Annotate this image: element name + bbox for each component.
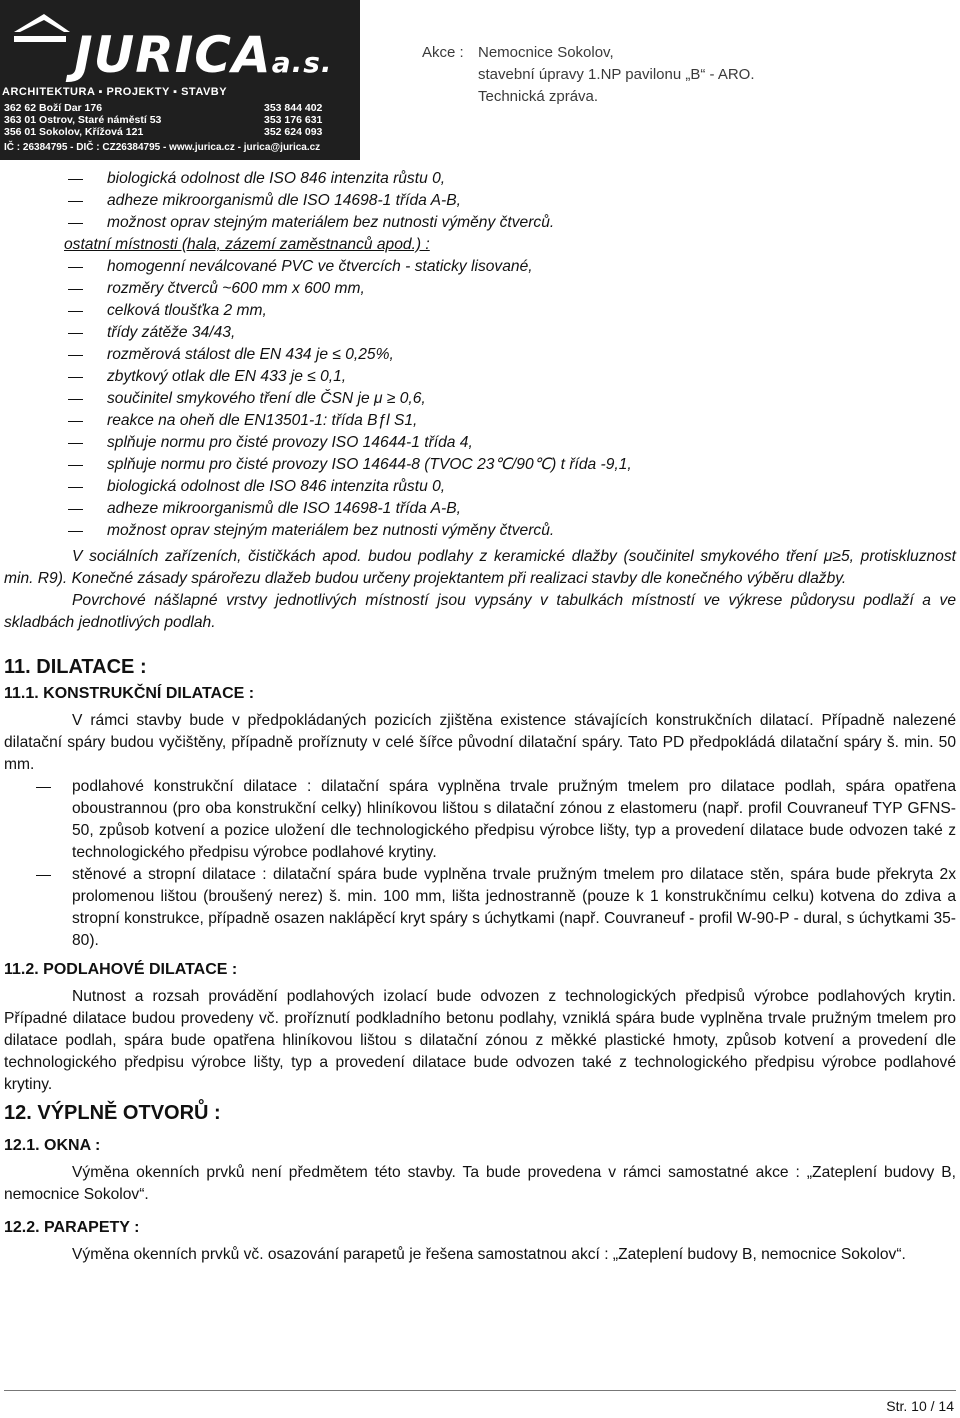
paragraph-parapety: Výměna okenních prvků vč. osazování parapetů je řešena samostatnou akcí : „Zateplení budovy B, nemocnice Sokolov“.: [72, 1246, 906, 1263]
contact-phone: 352 624 093: [264, 126, 323, 138]
paragraph-surface-layers: Povrchové nášlapné vrstvy jednotlivých místností jsou vypsány v tabulkách místností ve výkrese půdorysu podlaží a ve skladbách jednotlivých podlah.: [4, 592, 956, 631]
dash-bullet-icon: [68, 267, 83, 268]
dash-bullet-icon: [68, 531, 83, 532]
dash-bullet-icon: [68, 377, 83, 378]
paragraph-konstrukcni: V rámci stavby bude v předpokládaných pozicích zjištěna existence stávajících konstrukčních dilatací. Případně nalezené dilatační spáry budou vyčištěny, případně proříznuty v celé šířce původní dilatační spáry. Tato PD předpokládá dilatační spáry š. min. 50 mm.: [4, 712, 956, 773]
list-item: reakce na oheň dle EN13501-1: třída Bƒl S1,: [4, 410, 956, 432]
dash-bullet-icon: [68, 201, 83, 202]
subsection-heading-konstrukcni: 11.1. KONSTRUKČNÍ DILATACE :: [4, 685, 255, 702]
subsection-heading-parapety: 12.2. PARAPETY :: [4, 1219, 140, 1236]
contact-row: [4, 126, 354, 138]
dash-bullet-icon: [68, 223, 83, 224]
list-item: třídy zátěže 34/43,: [4, 322, 956, 344]
section-heading-vyplne: 12. VÝPLNĚ OTVORŮ :: [4, 1102, 221, 1124]
dash-bullet-icon: [68, 333, 83, 334]
dash-bullet-icon: [36, 787, 51, 788]
contact-phone: 353 844 402: [264, 102, 323, 114]
list-item: splňuje normu pro čisté provozy ISO 14644-8 (TVOC 23℃/90℃) t řída -9,1,: [4, 454, 956, 476]
logo-contacts: [4, 102, 354, 138]
logo-company-ids: IČ : 26384795 - DIČ : CZ26384795 - www.jurica.cz - jurica@jurica.cz: [4, 142, 321, 153]
footer-divider: [4, 1390, 956, 1391]
akce-detail: stavební úpravy 1.NP pavilonu „B“ - ARO.: [478, 66, 755, 83]
dash-bullet-icon: [68, 465, 83, 466]
list-item: stěnové a stropní dilatace : dilatační spára bude vyplněna trvale pružným tmelem pro dilatace stěn, spára bude překryta 2x prolomenou lištou (broušený nerez) š. min. 100 mm, lišta jednostranně (pouze k 1 konstrukčnímu celku) kotvena do zdiva a stropní konstrukce, případně osazen naklápěcí kryt spáry s úchytkami (např. Couvraneuf - profil W-90-P - dural, s úchytkami 35-80).: [4, 864, 956, 952]
list-item: součinitel smykového tření dle ČSN je μ ≥ 0,6,: [4, 388, 956, 410]
logo-name: JURICAa.s.: [74, 26, 333, 84]
logo-tagline: ARCHITEKTURA ▪ PROJEKTY ▪ STAVBY: [2, 86, 228, 98]
akce-label: Akce :: [422, 44, 464, 61]
paragraph-okna: Výměna okenních prvků není předmětem této stavby. Ta bude provedena v rámci samostatné akce : „Zateplení budovy B, nemocnice Sokolov“.: [4, 1164, 956, 1203]
section-heading-dilatace: 11. DILATACE :: [4, 656, 147, 678]
akce-name: Nemocnice Sokolov,: [478, 44, 614, 61]
list-item: adheze mikroorganismů dle ISO 14698-1 třída A-B,: [4, 190, 956, 212]
project-header: [422, 42, 755, 108]
contact-address: 356 01 Sokolov, Křížová 121: [4, 126, 144, 138]
list-item: adheze mikroorganismů dle ISO 14698-1 třída A-B,: [4, 498, 956, 520]
dash-bullet-icon: [68, 311, 83, 312]
dash-bullet-icon: [68, 289, 83, 290]
dash-bullet-icon: [68, 443, 83, 444]
dash-bullet-icon: [36, 875, 51, 876]
list-item: splňuje normu pro čisté provozy ISO 14644-1 třída 4,: [4, 432, 956, 454]
subsection-heading-podlahove: 11.2. PODLAHOVÉ DILATACE :: [4, 961, 238, 978]
list-item: možnost oprav stejným materiálem bez nutnosti výměny čtverců.: [4, 212, 956, 234]
list-item: možnost oprav stejným materiálem bez nutnosti výměny čtverců.: [4, 520, 956, 542]
contact-phone: 353 176 631: [264, 114, 323, 126]
dash-bullet-icon: [68, 509, 83, 510]
subsection-heading-okna: 12.1. OKNA :: [4, 1137, 101, 1154]
company-logo: [0, 0, 360, 160]
dash-bullet-icon: [68, 399, 83, 400]
report-type: Technická zpráva.: [478, 88, 599, 105]
contact-row: [4, 114, 354, 126]
list-item: podlahové konstrukční dilatace : dilatační spára vyplněna trvale pružným tmelem pro dilatace podlah, spára opatřena oboustrannou (pro oba konstrukční celky) hliníkovou lištou s dilatační zónou z elastomeru (např. profil Couvraneuf TYP GFNS-50, způsob kotvení a pozice uložení dle technologického předpisu výrobce lišty, typ a provedení dilatace bude odvozen také z technologického předpisu výrobce podlahové krytiny.: [4, 776, 956, 864]
paragraph-podlahove: Nutnost a rozsah provádění podlahových izolací bude odvozen z technologických předpisů výrobce podlahových krytin. Případné dilatace budou provedeny vč. proříznutí podkladního betonu podlahy, vzniklá spára bude vyplněna trvale pružným tmelem pro dilatace podlah, spára bude opatřena hliníkovou lištou s dilatační zónou z měkké plastické hmoty, způsob kotvení a provedení dle technologického předpisu výrobce lišty, typ a provedení dilatace bude odvozen také z technologického předpisu výrobce podlahové krytiny.: [4, 988, 956, 1093]
contact-address: 362 62 Boží Dar 176: [4, 102, 103, 114]
list-item: biologická odolnost dle ISO 846 intenzita růstu 0,: [4, 168, 956, 190]
dash-bullet-icon: [68, 355, 83, 356]
list-item: rozměry čtverců ~600 mm x 600 mm,: [4, 278, 956, 300]
list-item: rozměrová stálost dle EN 434 je ≤ 0,25%,: [4, 344, 956, 366]
logo-roof-icon: [10, 12, 72, 52]
dash-bullet-icon: [68, 487, 83, 488]
contact-address: 363 01 Ostrov, Staré náměstí 53: [4, 114, 162, 126]
list-item: homogenní neválcované PVC ve čtvercích - staticky lisované,: [4, 256, 956, 278]
dash-bullet-icon: [68, 179, 83, 180]
list-item: zbytkový otlak dle EN 433 je ≤ 0,1,: [4, 366, 956, 388]
contact-row: [4, 102, 354, 114]
dash-bullet-icon: [68, 421, 83, 422]
page-number: Str. 10 / 14: [886, 1398, 954, 1414]
list-item: biologická odolnost dle ISO 846 intenzita růstu 0,: [4, 476, 956, 498]
document-body: [4, 168, 956, 1266]
paragraph-social-rooms: V sociálních zařízeních, čističkách apod. budou podlahy z keramické dlažby (součinitel smykového tření μ≥5, protiskluznost min. R9). Konečné zásady spárořezu dlažeb budou určeny projektantem při realizaci stavby dle konečného výběru dlažby.: [4, 548, 956, 587]
sub-heading-other-rooms: ostatní místnosti (hala, zázemí zaměstnanců apod.) :: [64, 236, 430, 253]
list-item: celková tloušťka 2 mm,: [4, 300, 956, 322]
